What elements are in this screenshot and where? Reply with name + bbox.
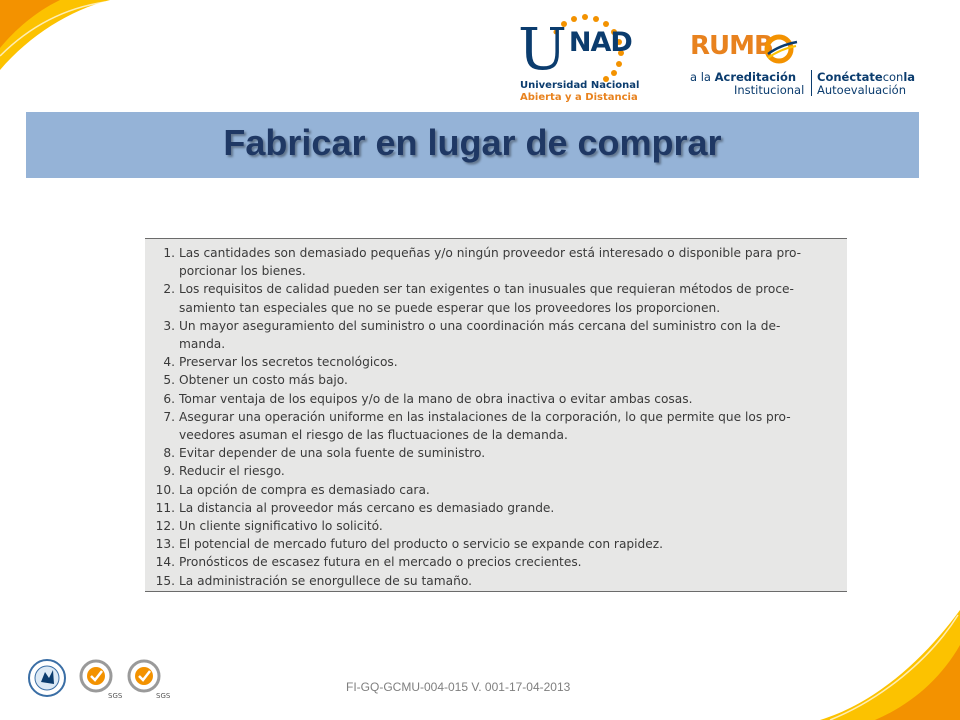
list-item-number: 13. [155,537,175,552]
list-item [145,353,847,371]
list-item-line: Un cliente significativo lo solicitó. [179,519,383,534]
list-item-text [179,499,847,517]
unad-logo [518,14,643,106]
list-item-number: 7. [163,409,175,424]
list-item-number: 12. [155,519,175,534]
list-item-line: veedores asuman el riesgo de las fluctuaciones de la demanda. [179,428,568,443]
rumbo-acreditacion-logo [690,32,925,102]
list-item-number: 5. [163,373,175,388]
sgs-certification-badge-2 [124,658,171,700]
list-item-text [179,517,847,535]
list-item [145,499,847,517]
list-item-text [179,408,847,444]
list-item-line: Obtener un costo más bajo. [179,373,348,388]
bottom-right-swoosh-decoration [800,600,960,720]
list-item-number: 9. [163,464,175,479]
list-item-number: 14. [155,555,175,570]
list-item-line: Las cantidades son demasiado pequeñas y/o ningún proveedor está interesado o disponible para pro- [179,246,802,260]
list-item-line: El potencial de mercado futuro del producto o servicio se expande con rapidez. [179,537,664,552]
sgs-label-1: SGS [108,692,123,700]
list-item [145,535,847,553]
list-item [145,517,847,535]
unad-subtitle [520,80,639,104]
list-item-number: 1. [163,246,175,260]
list-item-number: 6. [163,391,175,406]
conectate-con: con [882,70,904,84]
list-item [145,244,847,280]
unad-subtitle-line2: Abierta y a Distancia [520,92,638,103]
list-item-text [179,280,847,316]
unad-letters-rest: NAD [568,27,632,58]
list-item-number: 4. [163,355,175,370]
list-item-number: 11. [155,500,175,515]
list-item-text [179,390,847,408]
autoevaluacion-line: Autoevaluación [817,83,907,97]
slide-title: Fabricar en lugar de comprar [223,122,722,163]
list-item [145,572,847,590]
list-item-line: La administración se enorgullece de su tamaño. [179,573,472,588]
reasons-list [145,244,847,590]
list-item-text [179,244,847,280]
conectate-bold-2: la [903,70,916,84]
list-item-line: manda. [179,337,226,352]
list-item-line: La distancia al proveedor más cercano es demasiado grande. [179,500,555,515]
list-item-line: Evitar depender de una sola fuente de suministro. [179,446,486,461]
list-item [145,390,847,408]
list-item-text [179,444,847,462]
list-item-line: Preservar los secretos tecnológicos. [179,355,398,370]
sgs-certification-badge-1 [76,658,123,700]
list-item-number: 2. [163,282,175,297]
list-item [145,553,847,571]
conectate-bold-1: Conéctate [817,70,883,84]
list-item-number: 10. [155,482,175,497]
list-item-text [179,553,847,571]
list-item [145,371,847,389]
reasons-list-box [145,238,847,592]
list-item-text [179,317,847,353]
list-item-text [179,481,847,499]
list-item-line: La opción de compra es demasiado cara. [179,482,430,497]
list-item-line: samiento tan especiales que no se puede esperar que los proveedores los proporcionen. [179,300,721,315]
list-item-line: Un mayor aseguramiento del suministro o una coordinación más cercana del suministro con la de- [179,318,781,333]
rumbo-line1 [690,70,796,84]
list-item [145,317,847,353]
list-item-number: 8. [163,446,175,461]
list-item [145,481,847,499]
rumbo-word-text: RUMB [690,31,773,61]
list-item-line: Reducir el riesgo. [179,464,285,479]
list-item [145,280,847,316]
list-item-text [179,572,847,590]
list-item-number: 15. [155,573,175,588]
rumbo-wordmark [690,32,773,60]
compass-icon [764,34,798,64]
government-seal-icon [27,658,67,698]
unad-letter-u: U [518,15,567,83]
rumbo-line1-prefix: a la [690,70,715,84]
document-code: FI-GQ-GCMU-004-015 V. 001-17-04-2013 [346,680,571,694]
list-item-text [179,371,847,389]
list-item [145,444,847,462]
list-item-line: Tomar ventaja de los equipos y/o de la mano de obra inactiva o evitar ambas cosas. [179,391,693,406]
list-item-line: Los requisitos de calidad pueden ser tan exigentes o tan inusuales que requieran métodos de proce- [179,282,794,297]
list-item-number: 3. [163,318,175,333]
top-left-swoosh-decoration [0,0,110,80]
conectate-line [817,70,915,84]
title-band [26,112,919,178]
list-item-text [179,462,847,480]
rumbo-line2: Institucional [734,83,805,97]
rumbo-separator [811,70,812,96]
unad-wordmark [518,15,632,83]
list-item-line: Asegurar una operación uniforme en las instalaciones de la corporación, lo que permite que los pro- [179,409,791,424]
list-item-text [179,535,847,553]
list-item-line: Pronósticos de escasez futura en el mercado o precios crecientes. [179,555,582,570]
unad-subtitle-line1: Universidad Nacional [520,80,640,91]
sgs-label-2: SGS [156,692,171,700]
list-item [145,462,847,480]
rumbo-line1-bold: Acreditación [714,70,797,84]
list-item [145,408,847,444]
list-item-text [179,353,847,371]
list-item-line: porcionar los bienes. [179,264,306,279]
